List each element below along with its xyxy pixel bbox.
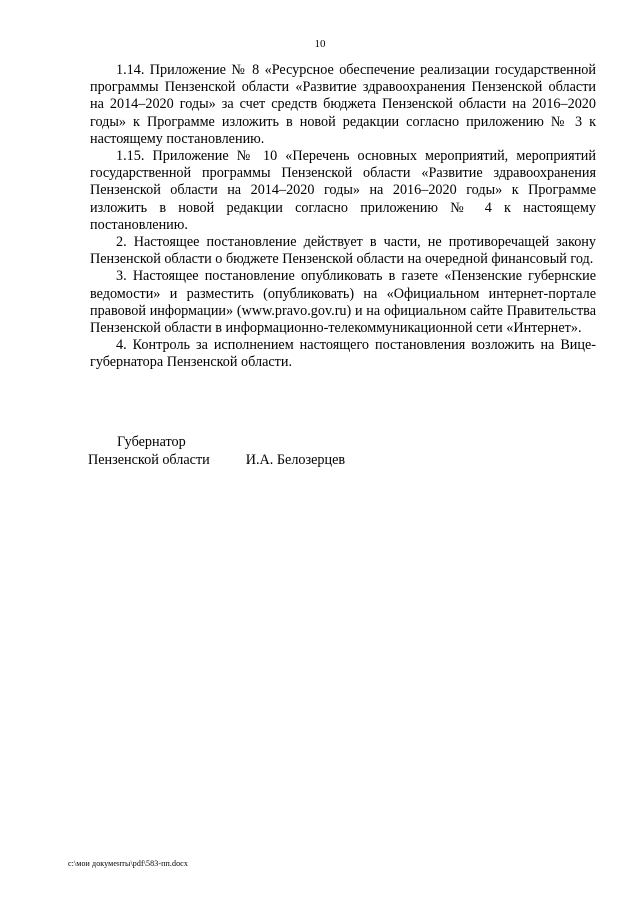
paragraph-4: 4. Контроль за исполнением настоящего постановления возложить на Вице-губернатора Пензенской области. bbox=[90, 337, 596, 371]
signature-block bbox=[88, 433, 345, 469]
paragraph-1-15: 1.15. Приложение № 10 «Перечень основных мероприятий, мероприятий государственной программы Пензенской области «Развитие здравоохранения Пензенской области на 2014–2020 годы» на 2016–2020 годы» к Программе изложить в новой редакции согласно приложению № 4 к настоящему постановлению. bbox=[90, 148, 596, 233]
paragraph-2: 2. Настоящее постановление действует в части, не противоречащей закону Пензенской области о бюджете Пензенской области на очередной финансовый год. bbox=[90, 234, 596, 268]
signatory-region: Пензенской области bbox=[88, 452, 210, 468]
signatory-name: И.А. Белозерцев bbox=[245, 452, 346, 468]
signatory-title: Губернатор bbox=[117, 434, 186, 450]
signatory-line bbox=[88, 451, 345, 469]
page-number: 10 bbox=[314, 38, 326, 50]
paragraph-1-14: 1.14. Приложение № 8 «Ресурсное обеспечение реализации государственной программы Пензенской области «Развитие здравоохранения Пензенской области на 2014–2020 годы» за счет средств бюджета Пензенской области на 2016–2020 годы» к Программе изложить в новой редакции согласно приложению № 3 к настоящему постановлению. bbox=[90, 62, 596, 147]
paragraph-3: 3. Настоящее постановление опубликовать в газете «Пензенские губернские ведомости» и разместить (опубликовать) на «Официальном интернет-портале правовой информации» (www.pravo.gov.ru) и на официальном сайте Правительства Пензенской области в информационно-телекоммуникационной сети «Интернет». bbox=[90, 268, 596, 337]
document-body bbox=[90, 62, 596, 372]
footer-file-path: c:\мои документы\pdf\583-пп.docx bbox=[68, 859, 188, 868]
